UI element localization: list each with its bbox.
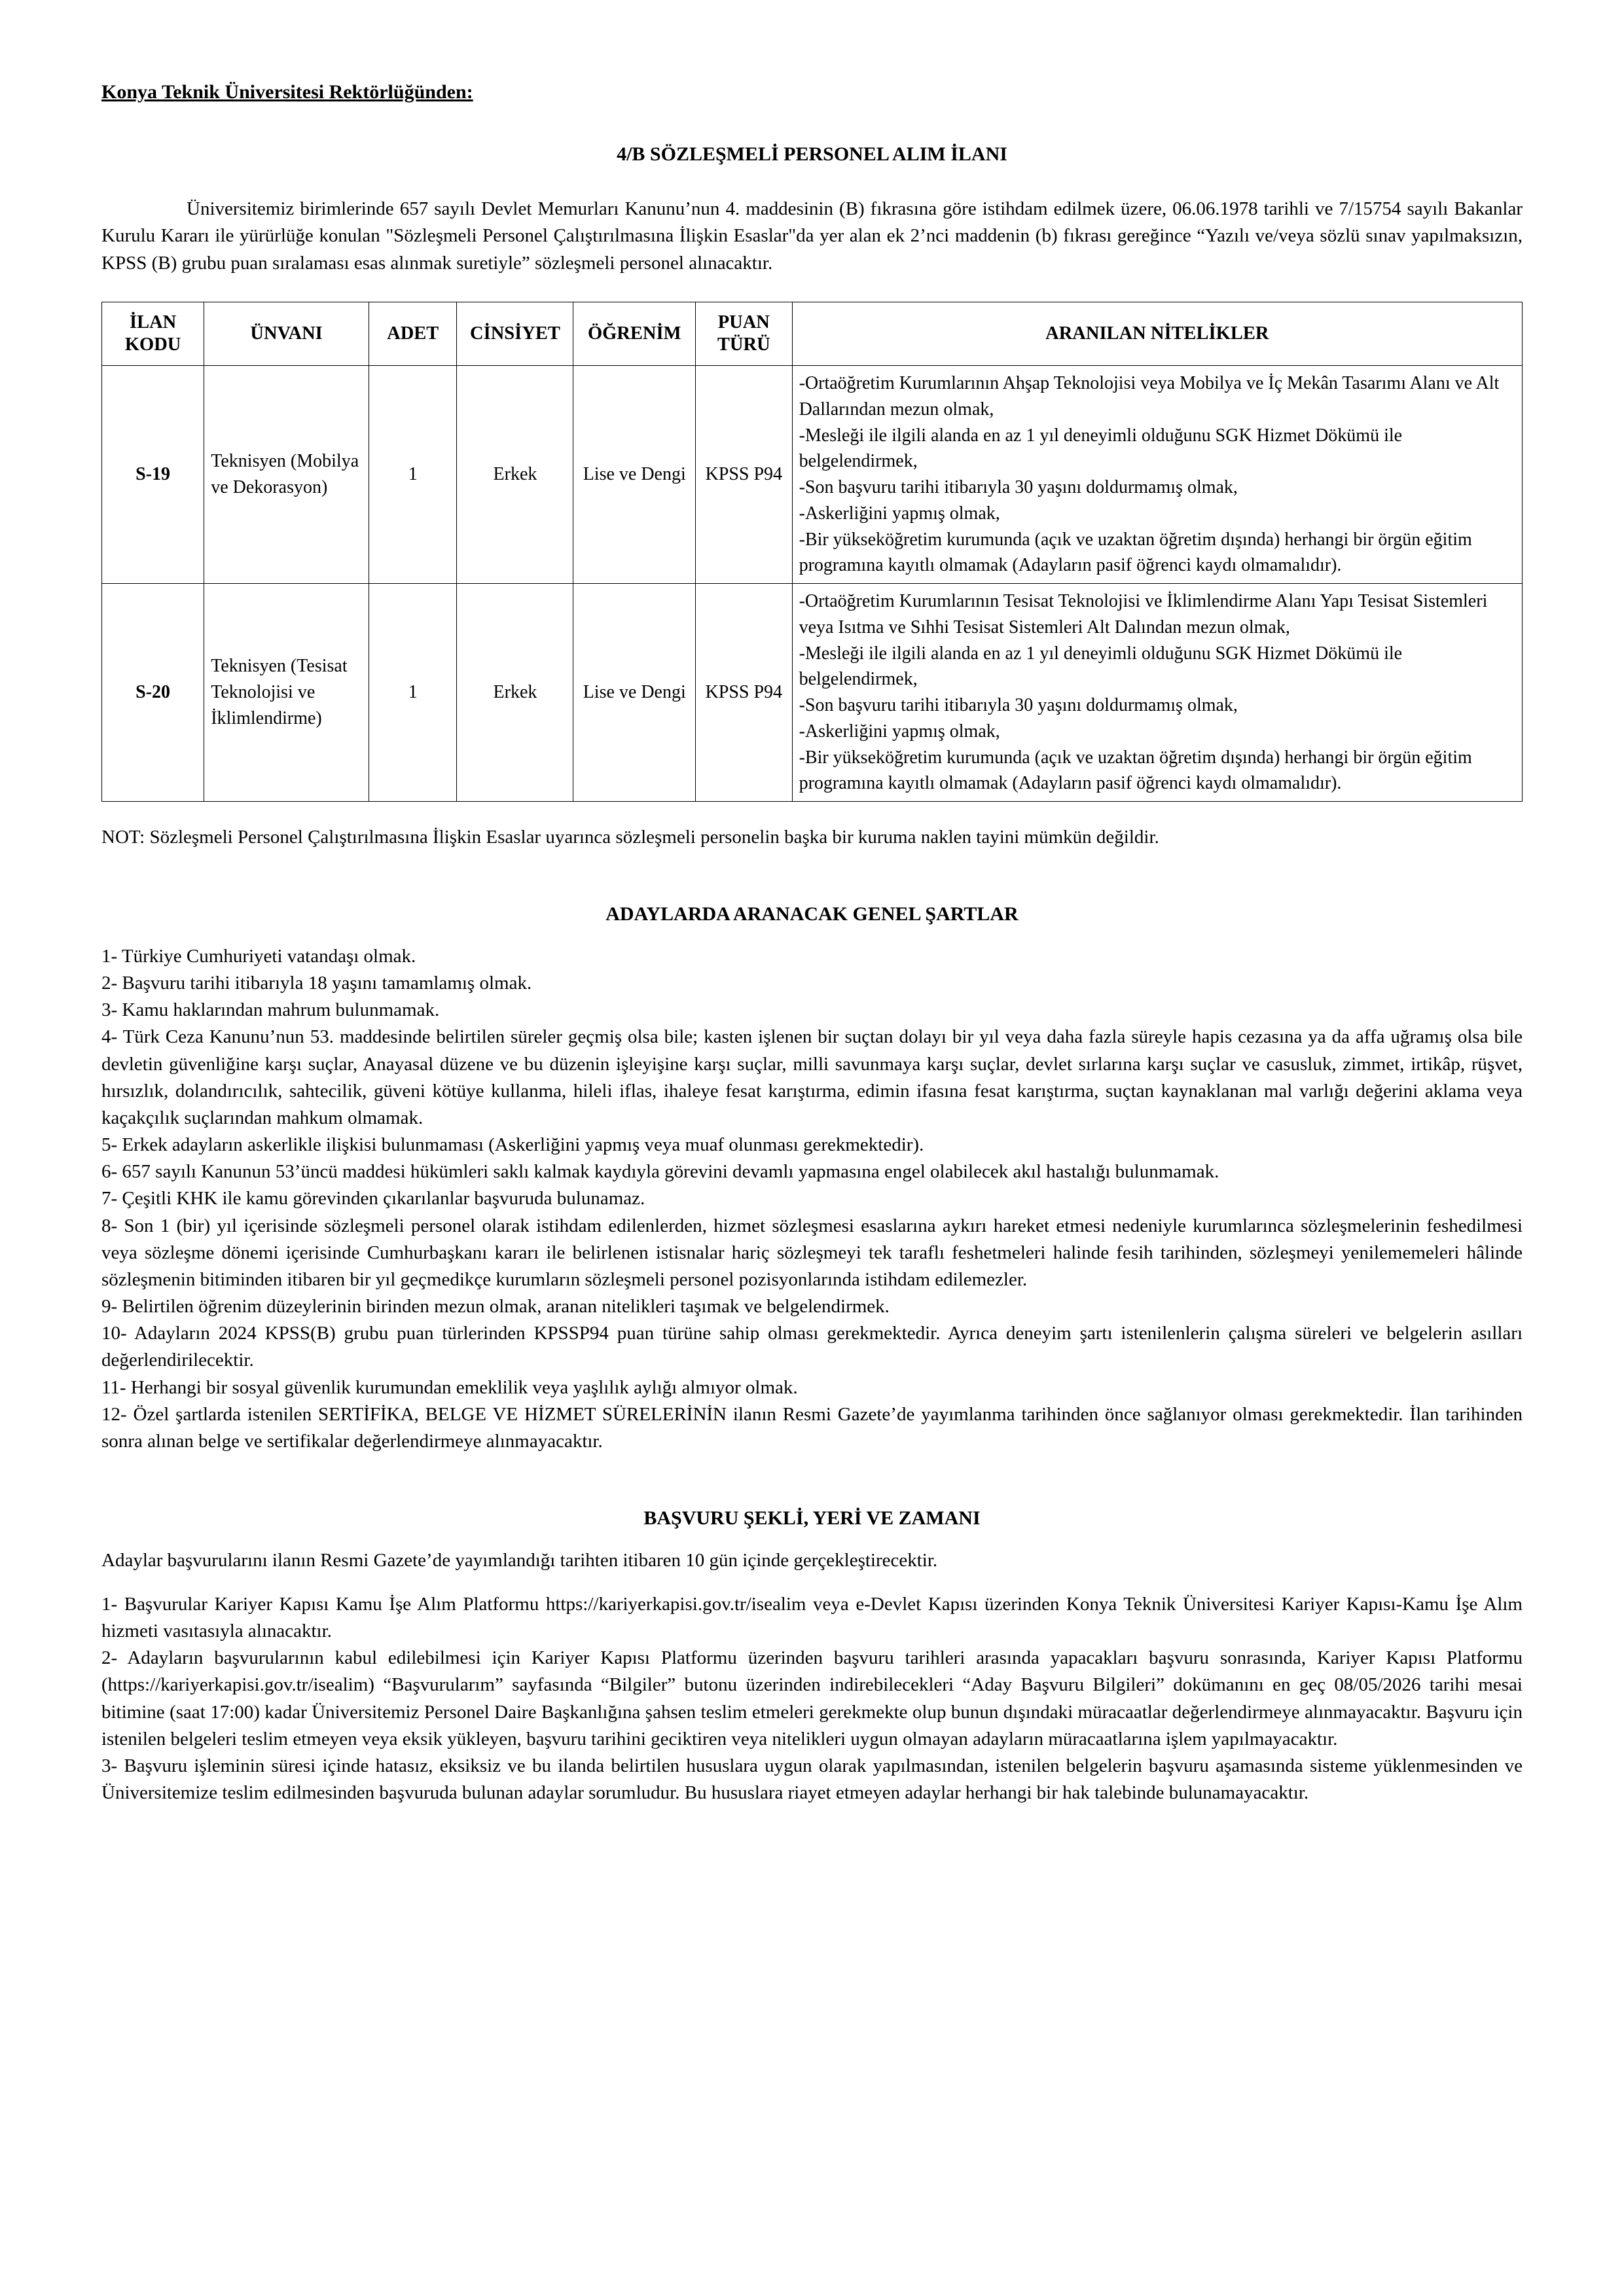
positions-table	[101, 302, 1523, 802]
cell-ogrenim: Lise ve Dengi	[573, 366, 696, 584]
qualification-line: -Bir yükseköğretim kurumunda (açık ve uzaktan öğretim dışında) herhangi bir örgün eğitim programına kayıtlı olmamak (Adayların pasif öğrenci kaydı olmamalıdır).	[799, 747, 1472, 794]
cell-cinsiyet: Erkek	[457, 366, 573, 584]
column-header-puan-turu: PUAN TÜRÜ	[696, 302, 793, 365]
qualification-line: -Son başvuru tarihi itibarıyla 30 yaşını doldurmamış olmak,	[799, 477, 1238, 498]
spacer	[101, 1574, 1523, 1591]
cell-ilan-kodu: S-19	[102, 366, 204, 584]
page-title: 4/B SÖZLEŞMELİ PERSONEL ALIM İLANI	[617, 143, 1007, 165]
list-item: 4- Türk Ceza Kanunu’nun 53. maddesinde belirtilen süreler geçmiş olsa bile; kasten işlenen bir suçtan dolayı bir yıl veya daha fazla süreyle hapis cezasına ya da affa uğramış olsa bile devletin güvenliğine karşı suçlar, Anayasal düzene ve bu düzenin işleyişine karşı suçlar, milli savunmaya karşı suçlar, devlet sırlarına karşı suçlar ve casusluk, zimmet, irtikâp, rüşvet, hırsızlık, dolandırıcılık, sahtecilik, güveni kötüye kullanma, hileli iflas, ihaleye fesat karıştırma, edimin ifasına fesat karıştırma, suçtan kaynaklanan mal varlığı değerini aklama veya kaçakçılık suçlarından mahkum olmamak.	[101, 1026, 1523, 1128]
cell-ilan-kodu: S-20	[102, 584, 204, 802]
list-item: 10- Adayların 2024 KPSS(B) grubu puan türlerinden KPSSP94 puan türüne sahip olması gerekmektedir. Ayrıca deneyim şartı istenilenlerin çalışma süreleri ve belgelerin asılları değerlendirilecektir.	[101, 1323, 1523, 1371]
column-header-cinsiyet: CİNSİYET	[457, 302, 573, 365]
table-note: NOT: Sözleşmeli Personel Çalıştırılmasına İlişkin Esaslar uyarınca sözleşmeli personelin başka bir kuruma naklen tayini mümkün değildir.	[101, 827, 1159, 848]
column-header-ilan-kodu: İLAN KODU	[102, 302, 204, 365]
qualification-line: -Askerliğini yapmış olmak,	[799, 503, 1000, 524]
cell-puan-turu: KPSS P94	[696, 584, 793, 802]
general-conditions-title: ADAYLARDA ARANACAK GENEL ŞARTLAR	[605, 903, 1019, 925]
qualification-line: -Son başvuru tarihi itibarıyla 30 yaşını doldurmamış olmak,	[799, 695, 1238, 716]
qualification-line: -Mesleği ile ilgili alanda en az 1 yıl deneyimli olduğunu SGK Hizmet Dökümü ile belgelendirmek,	[799, 425, 1403, 472]
general-conditions-list	[101, 943, 1523, 1455]
qualification-line: -Ortaöğretim Kurumlarının Ahşap Teknolojisi veya Mobilya ve İç Mekân Tasarımı Alanı ve Alt Dallarından mezun olmak,	[799, 373, 1500, 420]
table-row	[102, 584, 1523, 802]
cell-unvani: Teknisyen (Mobilya ve Dekorasyon)	[204, 366, 369, 584]
intro-paragraph: Üniversitemiz birimlerinde 657 sayılı Devlet Memurları Kanunu’nun 4. maddesinin (B) fıkrasına göre istihdam edilmek üzere, 06.06.1978 tarihli ve 7/15754 sayılı Bakanlar Kurulu Kararı ile yürürlüğe konulan "Sözleşmeli Personel Çalıştırılmasına İlişkin Esaslar"da yer alan ek 2’nci maddenin (b) fıkrası gereğince “Yazılı ve/veya sözlü sınav yapılmaksızın, KPSS (B) grubu puan sıralaması esas alınmak suretiyle” sözleşmeli personel alınacaktır.	[101, 198, 1523, 274]
application-intro: Adaylar başvurularını ilanın Resmi Gazete’de yayımlandığı tarihten itibaren 10 gün içinde gerçekleştirecektir.	[101, 1549, 938, 1571]
cell-aranilan-nitelikler	[792, 366, 1522, 584]
qualification-line: -Mesleği ile ilgili alanda en az 1 yıl deneyimli olduğunu SGK Hizmet Dökümü ile belgelendirmek,	[799, 643, 1403, 690]
list-item: 2- Başvuru tarihi itibarıyla 18 yaşını tamamlamış olmak.	[101, 973, 532, 994]
application-list	[101, 1591, 1523, 1806]
cell-adet: 1	[369, 366, 457, 584]
table-row	[102, 366, 1523, 584]
cell-adet: 1	[369, 584, 457, 802]
list-item: 2- Adayların başvurularının kabul edilebilmesi için Kariyer Kapısı Platformu üzerinden başvuru tarihleri arasında yapacakları başvuru sonrasında, Kariyer Kapısı Platformu (https://kariyerkapisi.gov.tr/isealim) “Başvurularım” sayfasında “Bilgiler” butonu üzerinden indirebilecekleri “Aday Başvuru Bilgileri” dokümanını en geç 08/05/2026 tarihi mesai bitimine (saat 17:00) kadar Üniversitemiz Personel Daire Başkanlığına şahsen teslim etmeleri gerekmekte olup bunun dışındaki müracaatlar değerlendirmeye alınmayacaktır. Başvuru için istenilen belgeleri teslim etmeyen veya eksik yükleyen, başvuru tarihini geciktiren veya nitelikleri uygun olmayan adayların müracaatlarına işlem yapılmayacaktır.	[101, 1647, 1523, 1749]
column-header-ogrenim: ÖĞRENİM	[573, 302, 696, 365]
list-item: 3- Kamu haklarından mahrum bulunmamak.	[101, 999, 440, 1021]
list-item: 7- Çeşitli KHK ile kamu görevinden çıkarılanlar başvuruda bulunamaz.	[101, 1188, 645, 1210]
list-item: 6- 657 sayılı Kanunun 53’üncü maddesi hükümleri saklı kalmak kaydıyla görevini devamlı yapmasına engel olabilecek akıl hastalığı bulunmamak.	[101, 1161, 1219, 1183]
cell-cinsiyet: Erkek	[457, 584, 573, 802]
cell-aranilan-nitelikler	[792, 584, 1522, 802]
list-item: 1- Türkiye Cumhuriyeti vatandaşı olmak.	[101, 945, 416, 967]
list-item: 8- Son 1 (bir) yıl içerisinde sözleşmeli personel olarak istihdam edilenlerden, hizmet sözleşmesi esaslarına aykırı hareket etmesi nedeniyle kurumlarınca sözleşmelerinin feshedilmesi veya sözleşme dönemi içerisinde Cumhurbaşkanı kararı ile belirlenen istisnalar hariç sözleşmeyi tek taraflı feshetmeleri halinde fesih tarihinden, sözleşmeyi yenilememeleri hâlinde sözleşmenin bitiminden itibaren bir yıl geçmedikçe kurumların sözleşmeli personel pozisyonlarında istihdam edilemezler.	[101, 1215, 1523, 1290]
column-header-adet: ADET	[369, 302, 457, 365]
cell-unvani: Teknisyen (Tesisat Teknolojisi ve İklimlendirme)	[204, 584, 369, 802]
cell-ogrenim: Lise ve Dengi	[573, 584, 696, 802]
issuer-heading: Konya Teknik Üniversitesi Rektörlüğünden:	[101, 81, 473, 103]
application-title: BAŞVURU ŞEKLİ, YERİ VE ZAMANI	[643, 1507, 981, 1530]
list-item: 3- Başvuru işleminin süresi içinde hatasız, eksiksiz ve bu ilanda belirtilen hususlara uygun olarak yapılmasından, istenilen belgelerin başvuru aşamasında sisteme yüklenmesinden ve Üniversitemize teslim edilmesinden başvuruda bulunan adaylar sorumludur. Bu hususlara riayet etmeyen adaylar herhangi bir hak talebinde bulunamayacaktır.	[101, 1755, 1523, 1804]
list-item: 9- Belirtilen öğrenim düzeylerinin birinden mezun olmak, aranan nitelikleri taşımak ve belgelendirmek.	[101, 1296, 890, 1318]
list-item: 11- Herhangi bir sosyal güvenlik kurumundan emeklilik veya yaşlılık aylığı almıyor olmak.	[101, 1376, 798, 1398]
qualification-line: -Ortaöğretim Kurumlarının Tesisat Teknolojisi ve İklimlendirme Alanı Yapı Tesisat Sistemleri veya Isıtma ve Sıhhi Tesisat Sistemleri Alt Dalından mezun olmak,	[799, 591, 1488, 637]
column-header-aranilan-nitelikler: ARANILAN NİTELİKLER	[792, 302, 1522, 365]
cell-puan-turu: KPSS P94	[696, 366, 793, 584]
list-item: 5- Erkek adayların askerlikle ilişkisi bulunmaması (Askerliğini yapmış veya muaf olunması gerekmektedir).	[101, 1134, 924, 1156]
list-item: 1- Başvurular Kariyer Kapısı Kamu İşe Alım Platformu https://kariyerkapisi.gov.tr/isealim veya e-Devlet Kapısı üzerinden Konya Teknik Üniversitesi Kariyer Kapısı-Kamu İşe Alım hizmeti vasıtasıyla alınacaktır.	[101, 1593, 1523, 1642]
column-header-unvani: ÜNVANI	[204, 302, 369, 365]
qualification-line: -Bir yükseköğretim kurumunda (açık ve uzaktan öğretim dışında) herhangi bir örgün eğitim programına kayıtlı olmamak (Adayların pasif öğrenci kaydı olmamalıdır).	[799, 529, 1472, 576]
table-header-row	[102, 302, 1523, 365]
list-item: 12- Özel şartlarda istenilen SERTİFİKA, BELGE VE HİZMET SÜRELERİNİN ilanın Resmi Gazete’de yayımlanma tarihinden önce sağlanıyor olması gerekmektedir. İlan tarihinden sonra alınan belge ve sertifikalar değerlendirmeye alınmayacaktır.	[101, 1403, 1523, 1452]
qualification-line: -Askerliğini yapmış olmak,	[799, 721, 1000, 742]
